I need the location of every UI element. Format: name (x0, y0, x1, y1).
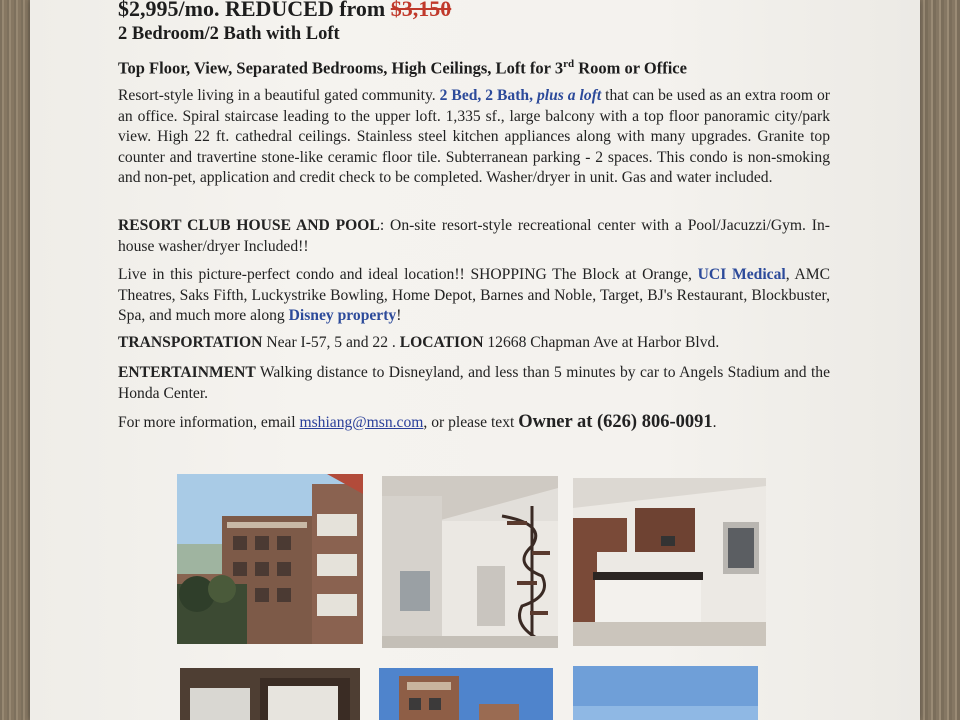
photo-sky-view (573, 666, 758, 720)
transport-text: Near I-57, 5 and 22 . (262, 334, 400, 351)
contact-mid: , or please text (423, 414, 519, 431)
photo-interior-window (180, 668, 360, 720)
entertainment-text: Walking distance to Disneyland, and less than 5 minutes by car to Angels Stadium and the Honda Center. (118, 364, 830, 402)
photo-kitchen (573, 478, 766, 646)
shopping-disney: Disney property (288, 307, 397, 324)
flyer-paper (30, 0, 920, 720)
clubhouse-paragraph (118, 216, 830, 257)
p1-body: that can be used as an extra room or an office. Spiral staircase leading to the upper loft. 1,335 sf., large balcony with a top floor panoramic city/park view. High 22 ft. cathedral ceilings. Stainless steel kitchen appliances along with many upgrades. Granite top counter and travertine stone-like ceramic floor tile. Subterranean parking - 2 spaces. This condo is non-smoking and non-pet, application and credit check to be completed. Washer/dryer in unit. Gas and water included. (118, 87, 830, 186)
headline-part-b: Room or Office (574, 58, 687, 78)
photo-building-tower (379, 668, 553, 720)
shopping-uci: UCI Medical (697, 266, 786, 283)
contact-owner-phone: Owner at (626) 806-0091 (518, 412, 713, 432)
shopping-list: , AMC Theatres, Saks Fifth, Luckystrike Bowling, Home Depot, Barnes and Noble, Target, BJ's Restaurant, Blockbuster, Spa, and much more along (118, 266, 831, 324)
headline-sup: rd (563, 58, 575, 70)
p1-loft: plus a loft (536, 87, 602, 104)
contact-paragraph (118, 412, 830, 434)
photo-spiral-staircase (382, 476, 558, 648)
price-line (118, 0, 451, 22)
shopping-paragraph (118, 265, 830, 327)
contact-email-link[interactable]: mshiang@msn.com (299, 414, 424, 431)
photo-building-exterior (177, 474, 363, 644)
price-old: $3,150 (390, 0, 452, 21)
background-left (0, 0, 30, 720)
shopping-end: ! (396, 307, 402, 324)
location-heading: LOCATION (399, 334, 484, 351)
p1-intro: Resort-style living in a beautiful gated community. (118, 87, 440, 104)
headline-part-a: Top Floor, View, Separated Bedrooms, High Ceilings, Loft for 3 (118, 58, 564, 78)
features-headline (118, 58, 687, 79)
description-paragraph (118, 86, 830, 189)
clubhouse-heading: RESORT CLUB HOUSE AND POOL (118, 217, 380, 234)
location-text: 12668 Chapman Ave at Harbor Blvd. (483, 334, 720, 351)
p1-beds: 2 Bed, 2 Bath, (439, 87, 537, 104)
background-right (920, 0, 960, 720)
clubhouse-text: : On-site resort-style recreational center with a Pool/Jacuzzi/Gym. In-house washer/dryer Included!! (118, 217, 830, 255)
price-current: $2,995/mo. REDUCED from (118, 0, 391, 21)
entertainment-paragraph (118, 363, 830, 404)
transport-heading: TRANSPORTATION (118, 334, 263, 351)
contact-intro: For more information, email (118, 414, 300, 431)
contact-end: . (712, 414, 717, 431)
unit-subtitle: 2 Bedroom/2 Bath with Loft (118, 24, 340, 44)
transport-paragraph (118, 333, 830, 354)
entertainment-heading: ENTERTAINMENT (118, 364, 256, 381)
shopping-intro: Live in this picture-perfect condo and ideal location!! SHOPPING The Block at Orange, (118, 266, 698, 283)
